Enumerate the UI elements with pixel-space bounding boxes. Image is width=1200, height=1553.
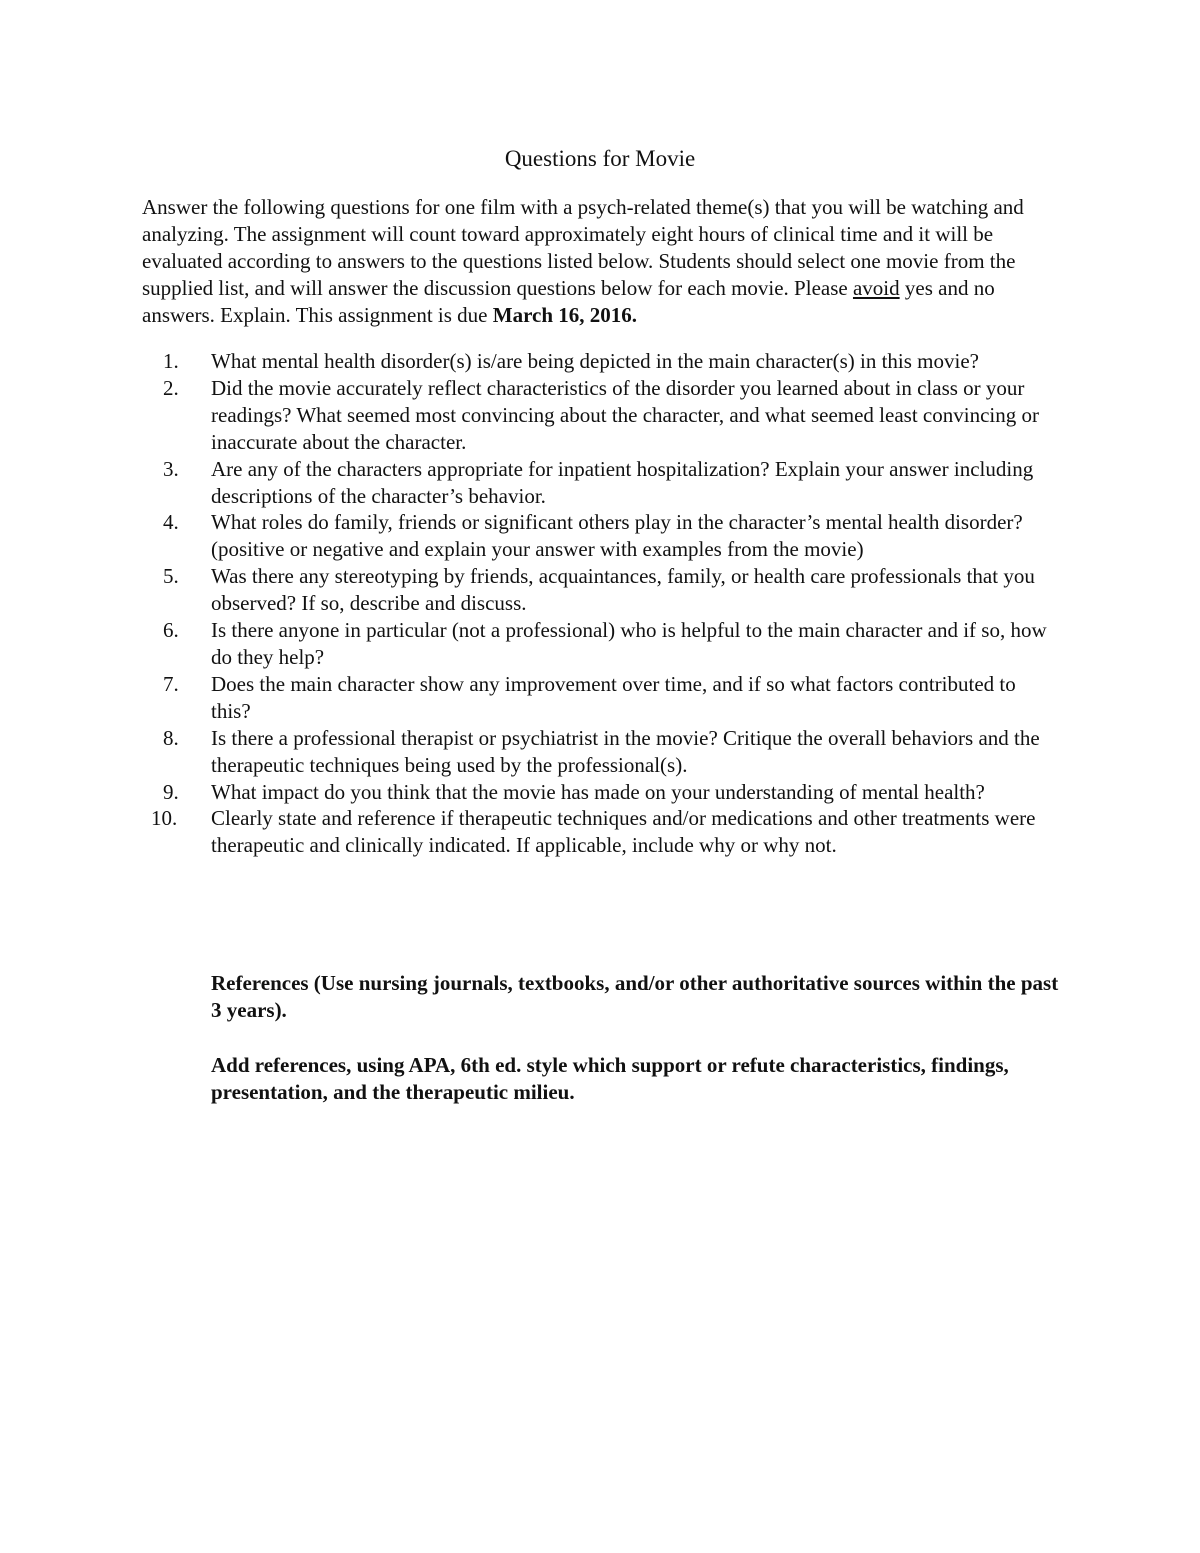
question-text: What roles do family, friends or significant others play in the character’s mental health disorder? (positive or negative and explain your answer with examples from the movie) (211, 510, 1023, 562)
question-number: 7. (163, 671, 179, 696)
question-number: 3. (163, 456, 179, 481)
intro-text: Answer the following questions for one film with a psych-related theme(s) that you will be watching and analyzing. The assignment will count toward approximately eight hours of clinical time and it will be evaluated according to answers to the questions listed below. Students should select one movie from the supplied list, and will answer the discussion questions below for each movie. Please (142, 195, 1024, 300)
question-number: 6. (163, 618, 179, 643)
list-item (142, 805, 1060, 859)
question-text: What mental health disorder(s) is/are being depicted in the main character(s) in this movie? (211, 349, 979, 373)
intro-underlined-word: avoid (852, 275, 900, 300)
question-number: 4. (163, 510, 179, 535)
document-title: Questions for Movie (504, 146, 696, 171)
list-item (142, 563, 1060, 617)
intro-paragraph (142, 194, 1060, 329)
list-item (142, 456, 1060, 510)
list-item (142, 617, 1060, 671)
question-text: Is there a professional therapist or psychiatrist in the movie? Critique the overall behaviors and the therapeutic techniques being used by the professional(s). (211, 725, 1040, 777)
question-number: 5. (163, 564, 179, 589)
question-text: Clearly state and reference if therapeutic techniques and/or medications and other treatments were therapeutic and clinically indicated. If applicable, include why or why not. (211, 806, 1036, 858)
question-text: What impact do you think that the movie has made on your understanding of mental health? (211, 779, 985, 804)
references-note: References (Use nursing journals, textbooks, and/or other authoritative sources within the past 3 years). (211, 971, 1059, 1022)
question-text: Was there any stereotyping by friends, acquaintances, family, or health care professionals that you observed? If so, describe and discuss. (211, 564, 1035, 616)
list-item (142, 725, 1060, 779)
apa-note: Add references, using APA, 6th ed. style which support or refute characteristics, findings, presentation, and the therapeutic milieu. (211, 1053, 1009, 1104)
list-item (142, 348, 1060, 375)
list-item (142, 509, 1060, 563)
question-text: Did the movie accurately reflect characteristics of the disorder you learned about in class or your readings? What seemed most convincing about the character, and what seemed least convincing or inaccurate about the character. (211, 375, 1039, 454)
question-number: 9. (163, 779, 179, 804)
question-text: Are any of the characters appropriate for inpatient hospitalization? Explain your answer including descriptions of the character’s behavior. (211, 456, 1034, 508)
question-number: 2. (163, 375, 179, 400)
list-item (142, 779, 1060, 806)
question-text: Does the main character show any improvement over time, and if so what factors contributed to this? (211, 671, 1016, 723)
list-item (142, 671, 1060, 725)
due-date: March 16, 2016. (492, 302, 638, 327)
intro-text-continued: yes and no answers. Explain. This assignment is due (142, 275, 995, 327)
list-item (142, 375, 1060, 456)
question-text: Is there anyone in particular (not a professional) who is helpful to the main character and if so, how do they help? (211, 618, 1047, 669)
question-number: 1. (163, 349, 179, 373)
question-number: 10. (151, 806, 178, 831)
question-number: 8. (163, 725, 179, 750)
question-list (142, 348, 1060, 859)
